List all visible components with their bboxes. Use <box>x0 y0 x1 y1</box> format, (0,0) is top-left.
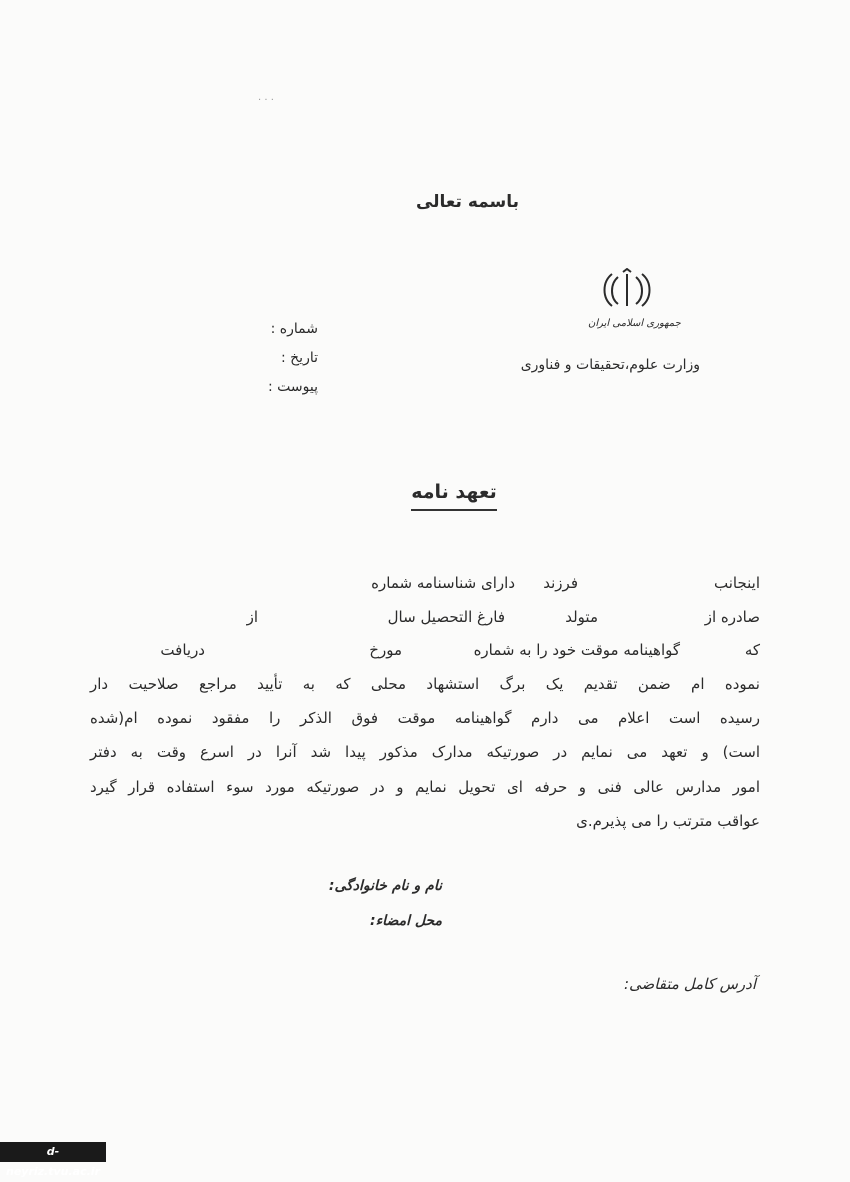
bismillah-heading: باسمه تعالی <box>415 192 520 212</box>
body-word: فارغ التحصیل سال <box>387 608 505 626</box>
body-word: دارای شناسنامه شماره <box>371 574 515 592</box>
iran-emblem-icon <box>598 268 656 314</box>
body-line: عواقب مترتب را می پذیرم.ی <box>576 812 760 830</box>
emblem-caption: جمهوری اسلامی ایران <box>588 318 681 329</box>
body-line: است) و تعهد می نمایم در صورتیکه مدارک مذکور پیدا شد آنرا در اسرع وقت به دفتر <box>90 743 760 761</box>
attachment-label: پیوست : <box>268 379 318 395</box>
body-word: فرزند <box>543 574 578 592</box>
body-line: امور مدارس عالی فنی و حرفه ای تحویل نمایم و در صورتیکه مورد سوء استفاده قرار گیرد <box>90 778 760 796</box>
scan-speckle: · · · <box>258 95 274 106</box>
number-label: شماره : <box>270 321 318 337</box>
body-word: اینجانب <box>713 574 760 592</box>
body-word: متولد <box>565 608 598 626</box>
body-line: نموده ام ضمن تقدیم یک برگ استشهاد محلی که به تأیید مراجع صلاحیت دار <box>90 675 760 693</box>
website-watermark: d-neyriz.tvu.ac.ir <box>0 1142 106 1162</box>
body-word: صادره از <box>704 608 760 626</box>
address-label: آدرس کامل متقاضی: <box>623 975 756 993</box>
body-word: از <box>246 608 258 626</box>
body-word: گواهینامه موقت خود را به شماره <box>473 641 680 659</box>
document-title: تعهد نامه <box>0 481 850 503</box>
ministry-name: وزارت علوم،تحقیقات و فناوری <box>520 357 700 373</box>
body-line: رسیده است اعلام می دارم گواهینامه موقت فوق الذکر را مفقود نموده ام(شده <box>90 709 760 727</box>
body-word: که <box>744 641 760 659</box>
signature-label: محل امضاء: <box>370 913 442 929</box>
body-word: مورخ <box>369 641 402 659</box>
name-label: نام و نام خانوادگی: <box>328 878 442 894</box>
date-label: تاریخ : <box>280 350 318 366</box>
body-word: دریافت <box>160 641 205 659</box>
